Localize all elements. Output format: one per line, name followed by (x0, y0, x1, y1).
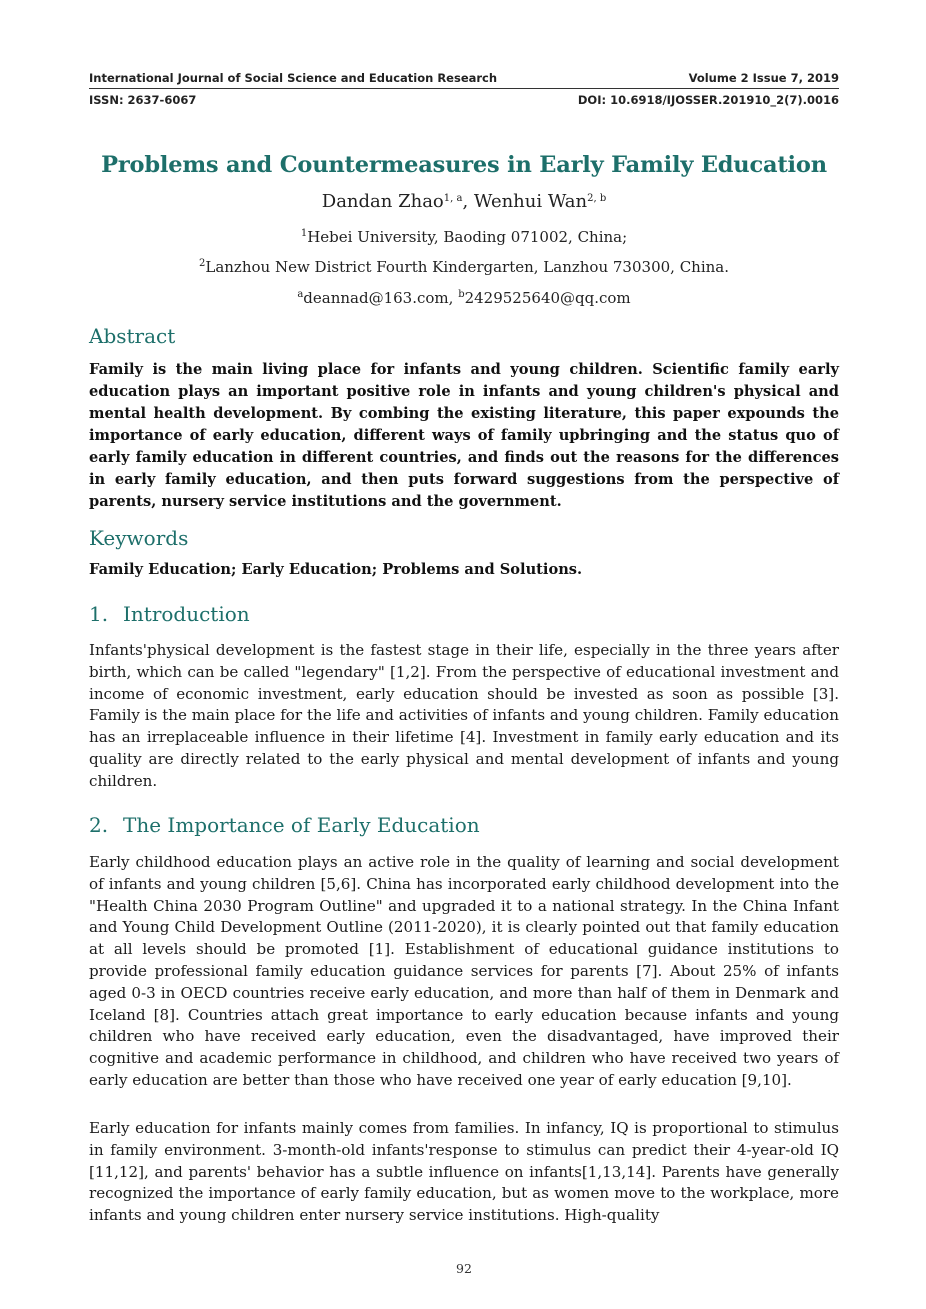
keywords-heading: Keywords (89, 526, 189, 550)
author-name: Dandan Zhao (321, 191, 444, 212)
section-heading-introduction (89, 602, 839, 626)
section-number: 1. (89, 602, 109, 626)
abstract-heading: Abstract (89, 324, 176, 348)
running-header-bottom (89, 93, 839, 107)
keywords-body: Family Education; Early Education; Problems and Solutions. (89, 561, 583, 578)
volume-issue: Volume 2 Issue 7, 2019 (688, 71, 839, 85)
email-line (89, 289, 839, 307)
affiliation-2 (89, 258, 839, 276)
paper-title: Problems and Countermeasures in Early Family Education (101, 152, 827, 178)
section-title: The Importance of Early Education (123, 813, 480, 837)
header-rule (89, 88, 839, 89)
affiliation-text: Lanzhou New District Fourth Kindergarten, Lanzhou 730300, China. (205, 258, 729, 276)
email-superscript: b (458, 289, 465, 300)
affiliation-superscript: 1 (300, 228, 308, 239)
section-number: 2. (89, 813, 109, 837)
doi: DOI: 10.6918/IJOSSER.201910_2(7).0016 (577, 93, 839, 107)
abstract-body: Family is the main living place for infants and young children. Scientific family early education plays an important positive role in infants and young children's physical and mental health development. By combing the existing literature, this paper expounds the importance of early education, different ways of family upbringing and the status quo of early family education in different countries, and finds out the reasons for the differences in early family education, and then puts forward suggestions from the perspective of parents, nursery service institutions and the government. (89, 361, 839, 510)
journal-name: International Journal of Social Science and Education Research (89, 71, 498, 85)
author-line (89, 191, 839, 212)
email-address[interactable]: deannad@163.com, (303, 289, 459, 307)
section-title: Introduction (123, 602, 250, 626)
affiliation-text: Hebei University, Baoding 071002, China; (307, 228, 628, 246)
affiliation-1 (89, 228, 839, 246)
author-name: Wenhui Wan (473, 191, 588, 212)
author-separator: , (462, 191, 474, 212)
paragraph: Infants'physical development is the fastest stage in their life, especially in the three years after birth, which can be called "legendary" [1,2]. From the perspective of educational investment and income of economic investment, early education should be invested as soon as possible [3]. Family is the main place for the life and activities of infants and young children. Family education has an irreplaceable influence in their lifetime [4]. Investment in family early education and its quality are directly related to the early physical and mental development of infants and young children. (89, 641, 839, 790)
email-superscript: a (297, 289, 304, 300)
affiliation-superscript: 2 (198, 258, 206, 269)
running-header-top (89, 71, 839, 85)
paragraph: Early education for infants mainly comes from families. In infancy, IQ is proportional to stimulus in family environment. 3-month-old infants'response to stimulus can predict their 4-year-old IQ [11,12], and parents' behavior has a subtle influence on infants[1,13,14]. Parents have generally recognized the importance of early family education, but as women move to the workplace, more infants and young children enter nursery service institutions. High-quality (89, 1119, 839, 1225)
author-superscript: 2, b (587, 193, 607, 204)
issn: ISSN: 2637-6067 (89, 93, 197, 107)
section-heading-importance (89, 813, 839, 837)
author-superscript: 1, a (443, 193, 463, 204)
email-address[interactable]: 2429525640@qq.com (464, 289, 631, 307)
paragraph: Early childhood education plays an active role in the quality of learning and social development of infants and young children [5,6]. China has incorporated early childhood development into the "Health China 2030 Program Outline" and upgraded it to a national strategy. In the China Infant and Young Child Development Outline (2011-2020), it is clearly pointed out that family education at all levels should be promoted [1]. Establishment of educational guidance institutions to provide professional family education guidance services for parents [7]. About 25% of infants aged 0-3 in OECD countries receive early education, and more than half of them in Denmark and Iceland [8]. Countries attach great importance to early education because infants and young children who have received early education, even the disadvantaged, have improved their cognitive and academic performance in childhood, and children who have received two years of early education are better than those who have received one year of early education [9,10]. (89, 853, 839, 1089)
page-number: 92 (456, 1261, 472, 1276)
